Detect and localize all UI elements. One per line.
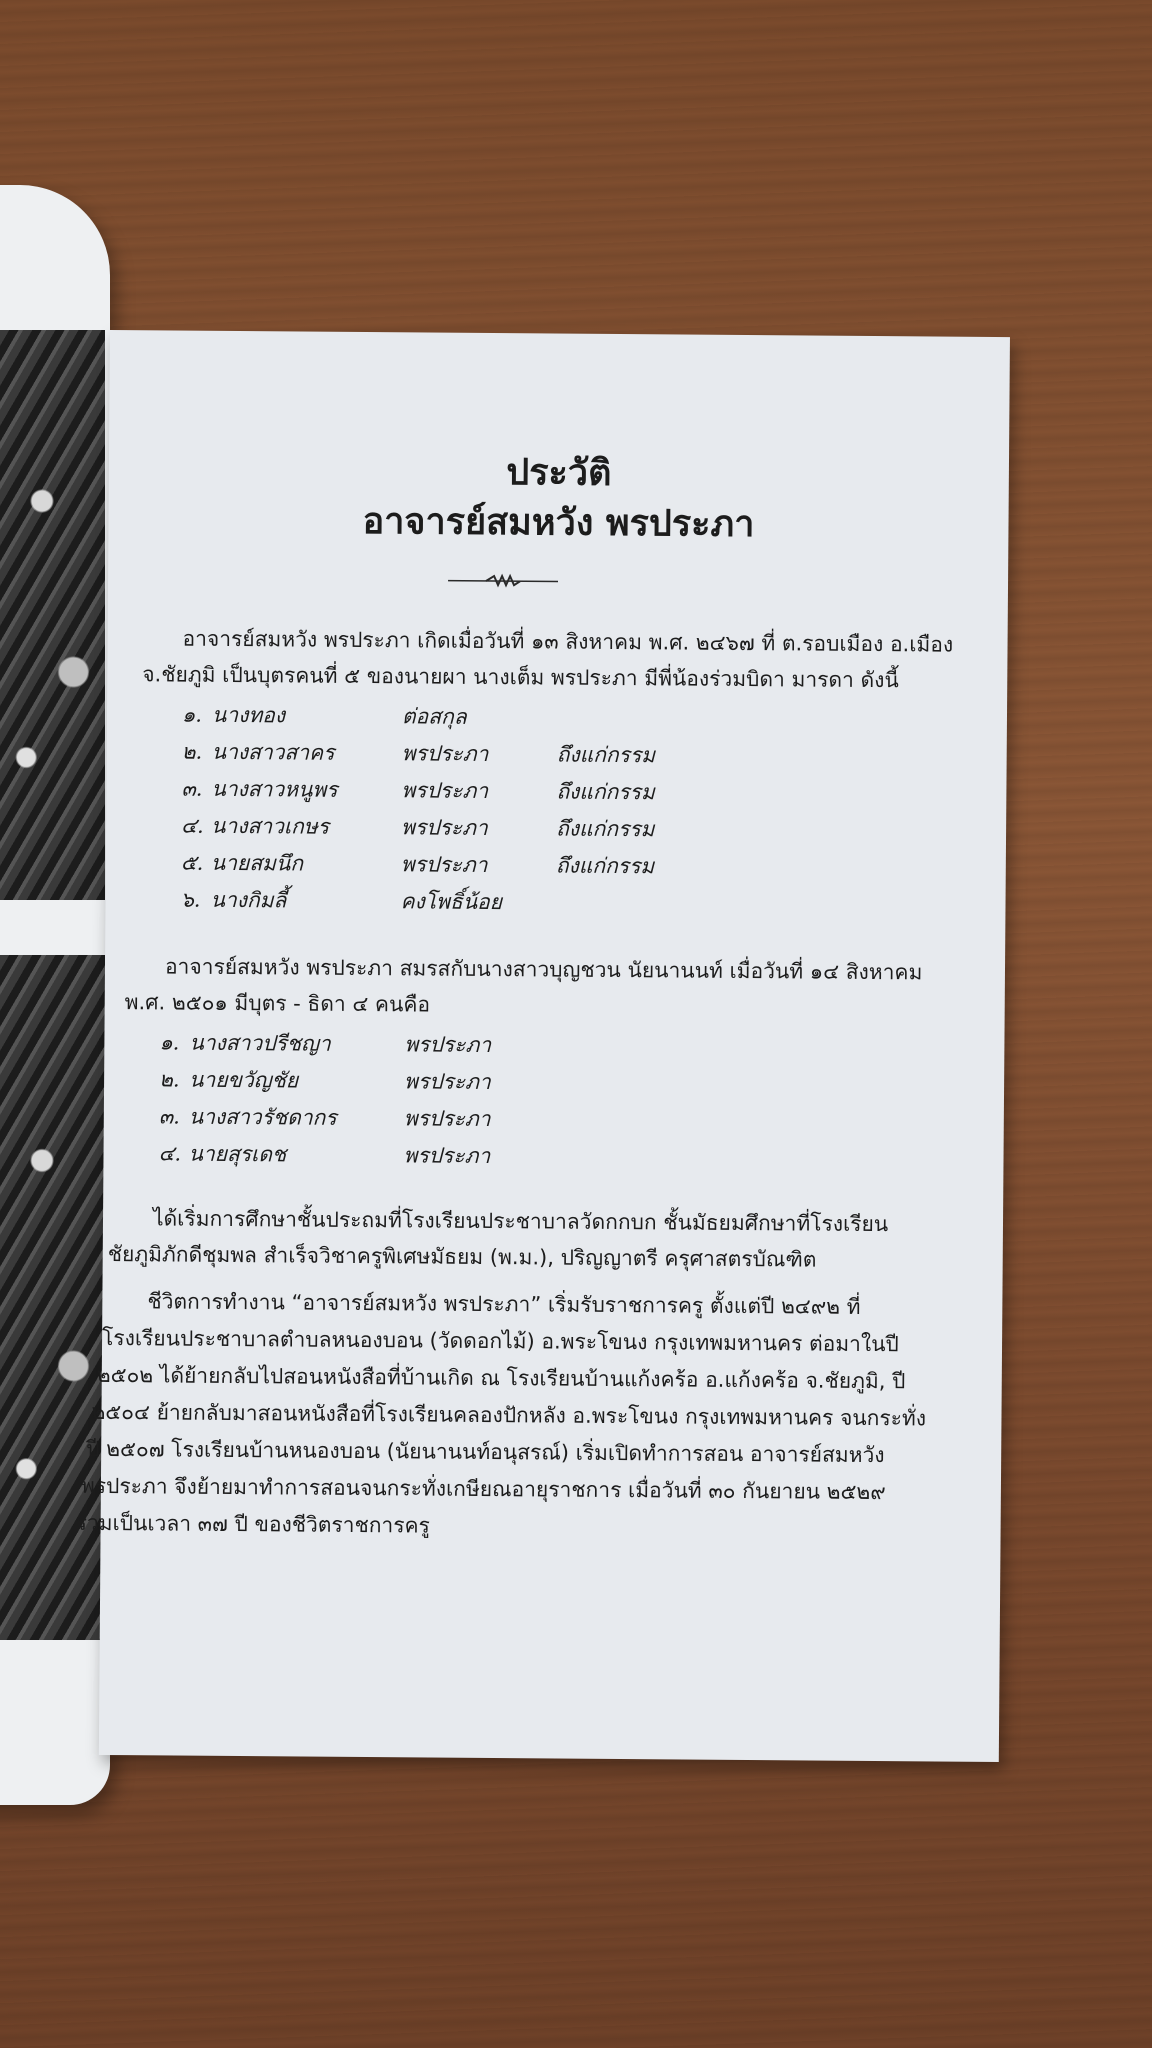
list-item: ๔. นายสุรเดช พรประภา: [158, 1141, 491, 1169]
page-title: ประวัติ: [506, 452, 612, 494]
list-item: ๖. นางกิมลี้ คงโพธิ์น้อย: [180, 887, 503, 915]
education-line-1: ได้เริ่มการศึกษาชั้นประถมที่โรงเรียนประชาบาลวัดกกบก ชั้นมัธยมศึกษาที่โรงเรียน: [152, 1206, 889, 1237]
page-subtitle: อาจารย์สมหวัง พรประภา: [362, 500, 755, 546]
career-line-6: พรประภา จึงย้ายมาทำการสอนจนกระทั่งเกษียณอายุราชการ เมื่อวันที่ ๓๐ กันยายน ๒๕๒๙: [80, 1473, 886, 1505]
list-item: ๓. นางสาวรัชดากร พรประภา: [158, 1104, 491, 1132]
career-line-5: ปี ๒๕๐๗ โรงเรียนบ้านหนองบอน (นัยนานนท์อนุสรณ์) เริ่มเปิดทำการสอน อาจารย์สมหวัง: [86, 1436, 885, 1468]
list-item: ๒. นางสาวสาคร พรประภา ถึงแก่กรรม: [181, 739, 656, 768]
list-item: ๑. นางสาวปรีชญา พรประภา: [159, 1030, 492, 1058]
list-item: ๒. นายขวัญชัย พรประภา: [159, 1067, 491, 1095]
marriage-line-2: พ.ศ. ๒๕๐๑ มีบุตร - ธิดา ๔ คนคือ: [124, 990, 431, 1017]
list-item: ๓. นางสาวหนูพร พรประภา ถึงแก่กรรม: [181, 776, 655, 805]
left-page-photo-top: [0, 330, 105, 900]
list-item: ๕. นายสมนึก พรประภา ถึงแก่กรรม: [180, 850, 655, 879]
intro-line-1: อาจารย์สมหวัง พรประภา เกิดเมื่อวันที่ ๑๓ สิงหาคม พ.ศ. ๒๔๖๗ ที่ ต.รอบเมือง อ.เมือง: [182, 626, 954, 657]
list-item: ๑. นางทอง ต่อสกุล: [181, 702, 467, 729]
list-item: ๔. นางสาวเกษร พรประภา ถึงแก่กรรม: [181, 813, 655, 842]
book-page: [75, 330, 1010, 1762]
ornament-divider: [448, 573, 558, 590]
career-line-3: ๒๕๐๒ ได้ย้ายกลับไปสอนหนังสือที่บ้านเกิด ณ โรงเรียนบ้านแก้งคร้อ อ.แก้งคร้อ จ.ชัยภูมิ, ปี: [96, 1362, 906, 1394]
career-line-1: ชีวิตการทำงาน “อาจารย์สมหวัง พรประภา” เริ่มรับราชการครู ตั้งแต่ปี ๒๔๙๒ ที่: [147, 1289, 861, 1319]
career-line-2: โรงเรียนประชาบาลตำบลหนองบอน (วัดดอกไม้) อ.พระโขนง กรุงเทพมหานคร ต่อมาในปี: [101, 1325, 899, 1357]
career-line-7: รวมเป็นเวลา ๓๗ ปี ของชีวิตราชการครู: [75, 1510, 430, 1538]
intro-line-2: จ.ชัยภูมิ เป็นบุตรคนที่ ๕ ของนายผา นางเต็ม พรประภา มีพี่น้องร่วมบิดา มารดา ดังนี้: [142, 662, 899, 693]
marriage-line-1: อาจารย์สมหวัง พรประภา สมรสกับนางสาวบุญชวน นัยนานนท์ เมื่อวันที่ ๑๔ สิงหาคม: [164, 954, 923, 985]
career-line-4: ๒๕๐๔ ย้ายกลับมาสอนหนังสือที่โรงเรียนคลองปักหลัง อ.พระโขนง กรุงเทพมหานคร จนกระทั่ง: [91, 1399, 927, 1431]
education-line-2: ชัยภูมิภักดีชุมพล สำเร็จวิชาครูพิเศษมัธยม (พ.ม.), ปริญญาตรี ครุศาสตรบัณฑิต: [107, 1242, 817, 1272]
